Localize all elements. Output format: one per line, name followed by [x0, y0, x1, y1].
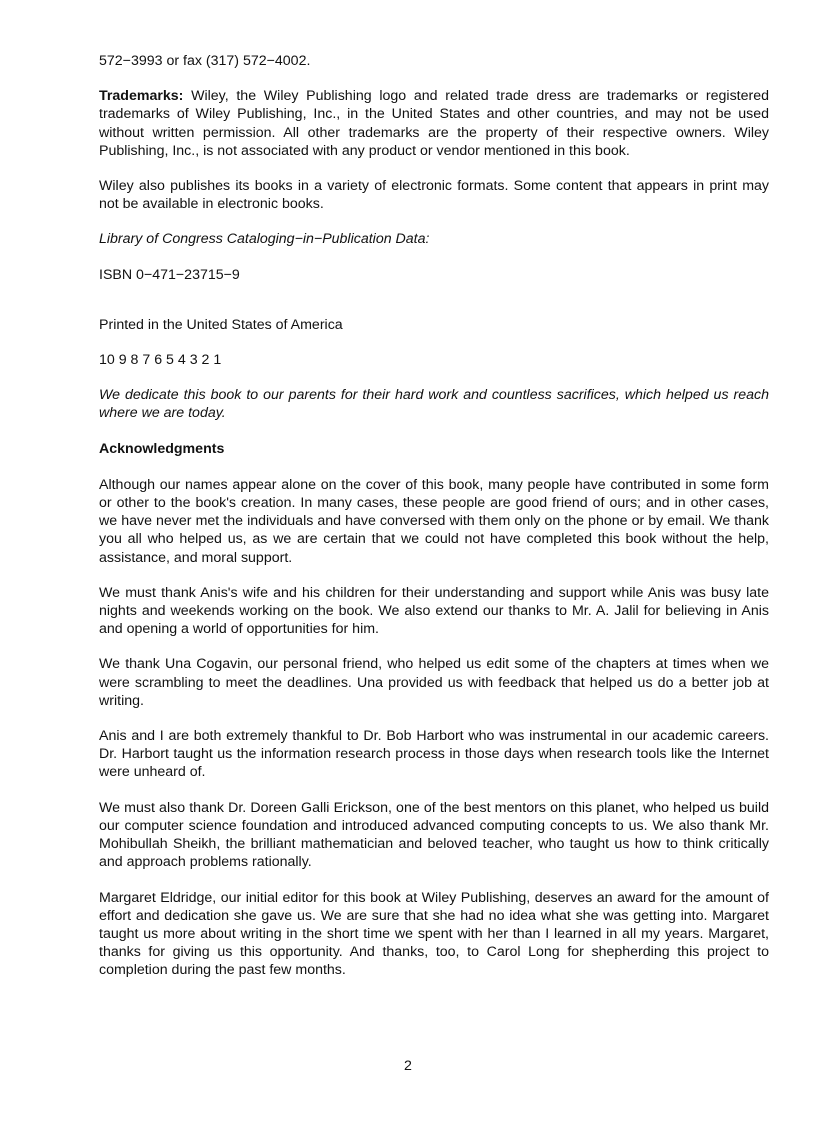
acknowledgments-paragraph-3: We thank Una Cogavin, our personal friend, who helped us edit some of the chapters at times when we were scrambling to meet the deadlines. Una provided us with feedback that helped us do a better job at writing.	[99, 656, 769, 709]
acknowledgments-paragraph-6: Margaret Eldridge, our initial editor for this book at Wiley Publishing, deserves an award for the amount of effort and dedication she gave us. We are sure that she had no idea what she was getting into. Margaret taught us more about writing in the short time we spent with her than I learned in all my years. Margaret, thanks for giving us this opportunity. And thanks, too, to Carol Long for shepherding this project to completion during the past few months.	[99, 889, 769, 979]
acknowledgments-paragraph-5: We must also thank Dr. Doreen Galli Erickson, one of the best mentors on this planet, who helped us build our computer science foundation and introduced advanced computing concepts to us. We also thank Mr. Mohibullah Sheikh, the brilliant mathematician and beloved teacher, who taught us how to think critically and approach problems rationally.	[99, 799, 769, 871]
trademarks-paragraph	[99, 87, 769, 160]
cip-data-heading: Library of Congress Cataloging−in−Publication Data:	[99, 231, 430, 248]
electronic-formats-paragraph: Wiley also publishes its books in a variety of electronic formats. Some content that appears in print may not be available in electronic books.	[99, 178, 769, 213]
acknowledgments-paragraph-1: Although our names appear alone on the cover of this book, many people have contributed in some form or other to the book's creation. In many cases, these people are good friend of ours; and in other cases, we have never met the individuals and have conversed with them only on the phone or by email. We thank you all who helped us, as we are certain that we could not have completed this book without the help, assistance, and moral support.	[99, 476, 769, 566]
printed-in-line: Printed in the United States of America	[99, 316, 343, 333]
acknowledgments-heading: Acknowledgments	[99, 440, 225, 457]
dedication-paragraph: We dedicate this book to our parents for their hard work and countless sacrifices, which helped us reach where we are today.	[99, 387, 769, 422]
trademarks-label: Trademarks:	[99, 88, 184, 105]
page-number: 2	[404, 1058, 412, 1074]
continued-contact-line: 572−3993 or fax (317) 572−4002.	[99, 53, 311, 69]
acknowledgments-paragraph-4: Anis and I are both extremely thankful to Dr. Bob Harbort who was instrumental in our academic careers. Dr. Harbort taught us the information research process in those days when research tools like the Internet were unheard of.	[99, 728, 769, 781]
acknowledgments-paragraph-2: We must thank Anis's wife and his children for their understanding and support while Anis was busy late nights and weekends working on the book. We also extend our thanks to Mr. A. Jalil for believing in Anis and opening a world of opportunities for him.	[99, 584, 769, 638]
print-number-line: 10 9 8 7 6 5 4 3 2 1	[99, 352, 222, 369]
trademarks-text: Wiley, the Wiley Publishing logo and related trade dress are trademarks or registered trademarks of Wiley Publishing, Inc., in the United States and other countries, and may not be used without written permission. All other trademarks are the property of their respective owners. Wiley Publishing, Inc., is not associated with any product or vendor mentioned in this book.	[99, 88, 769, 159]
isbn-line: ISBN 0−471−23715−9	[99, 266, 240, 283]
document-page	[99, 52, 769, 997]
